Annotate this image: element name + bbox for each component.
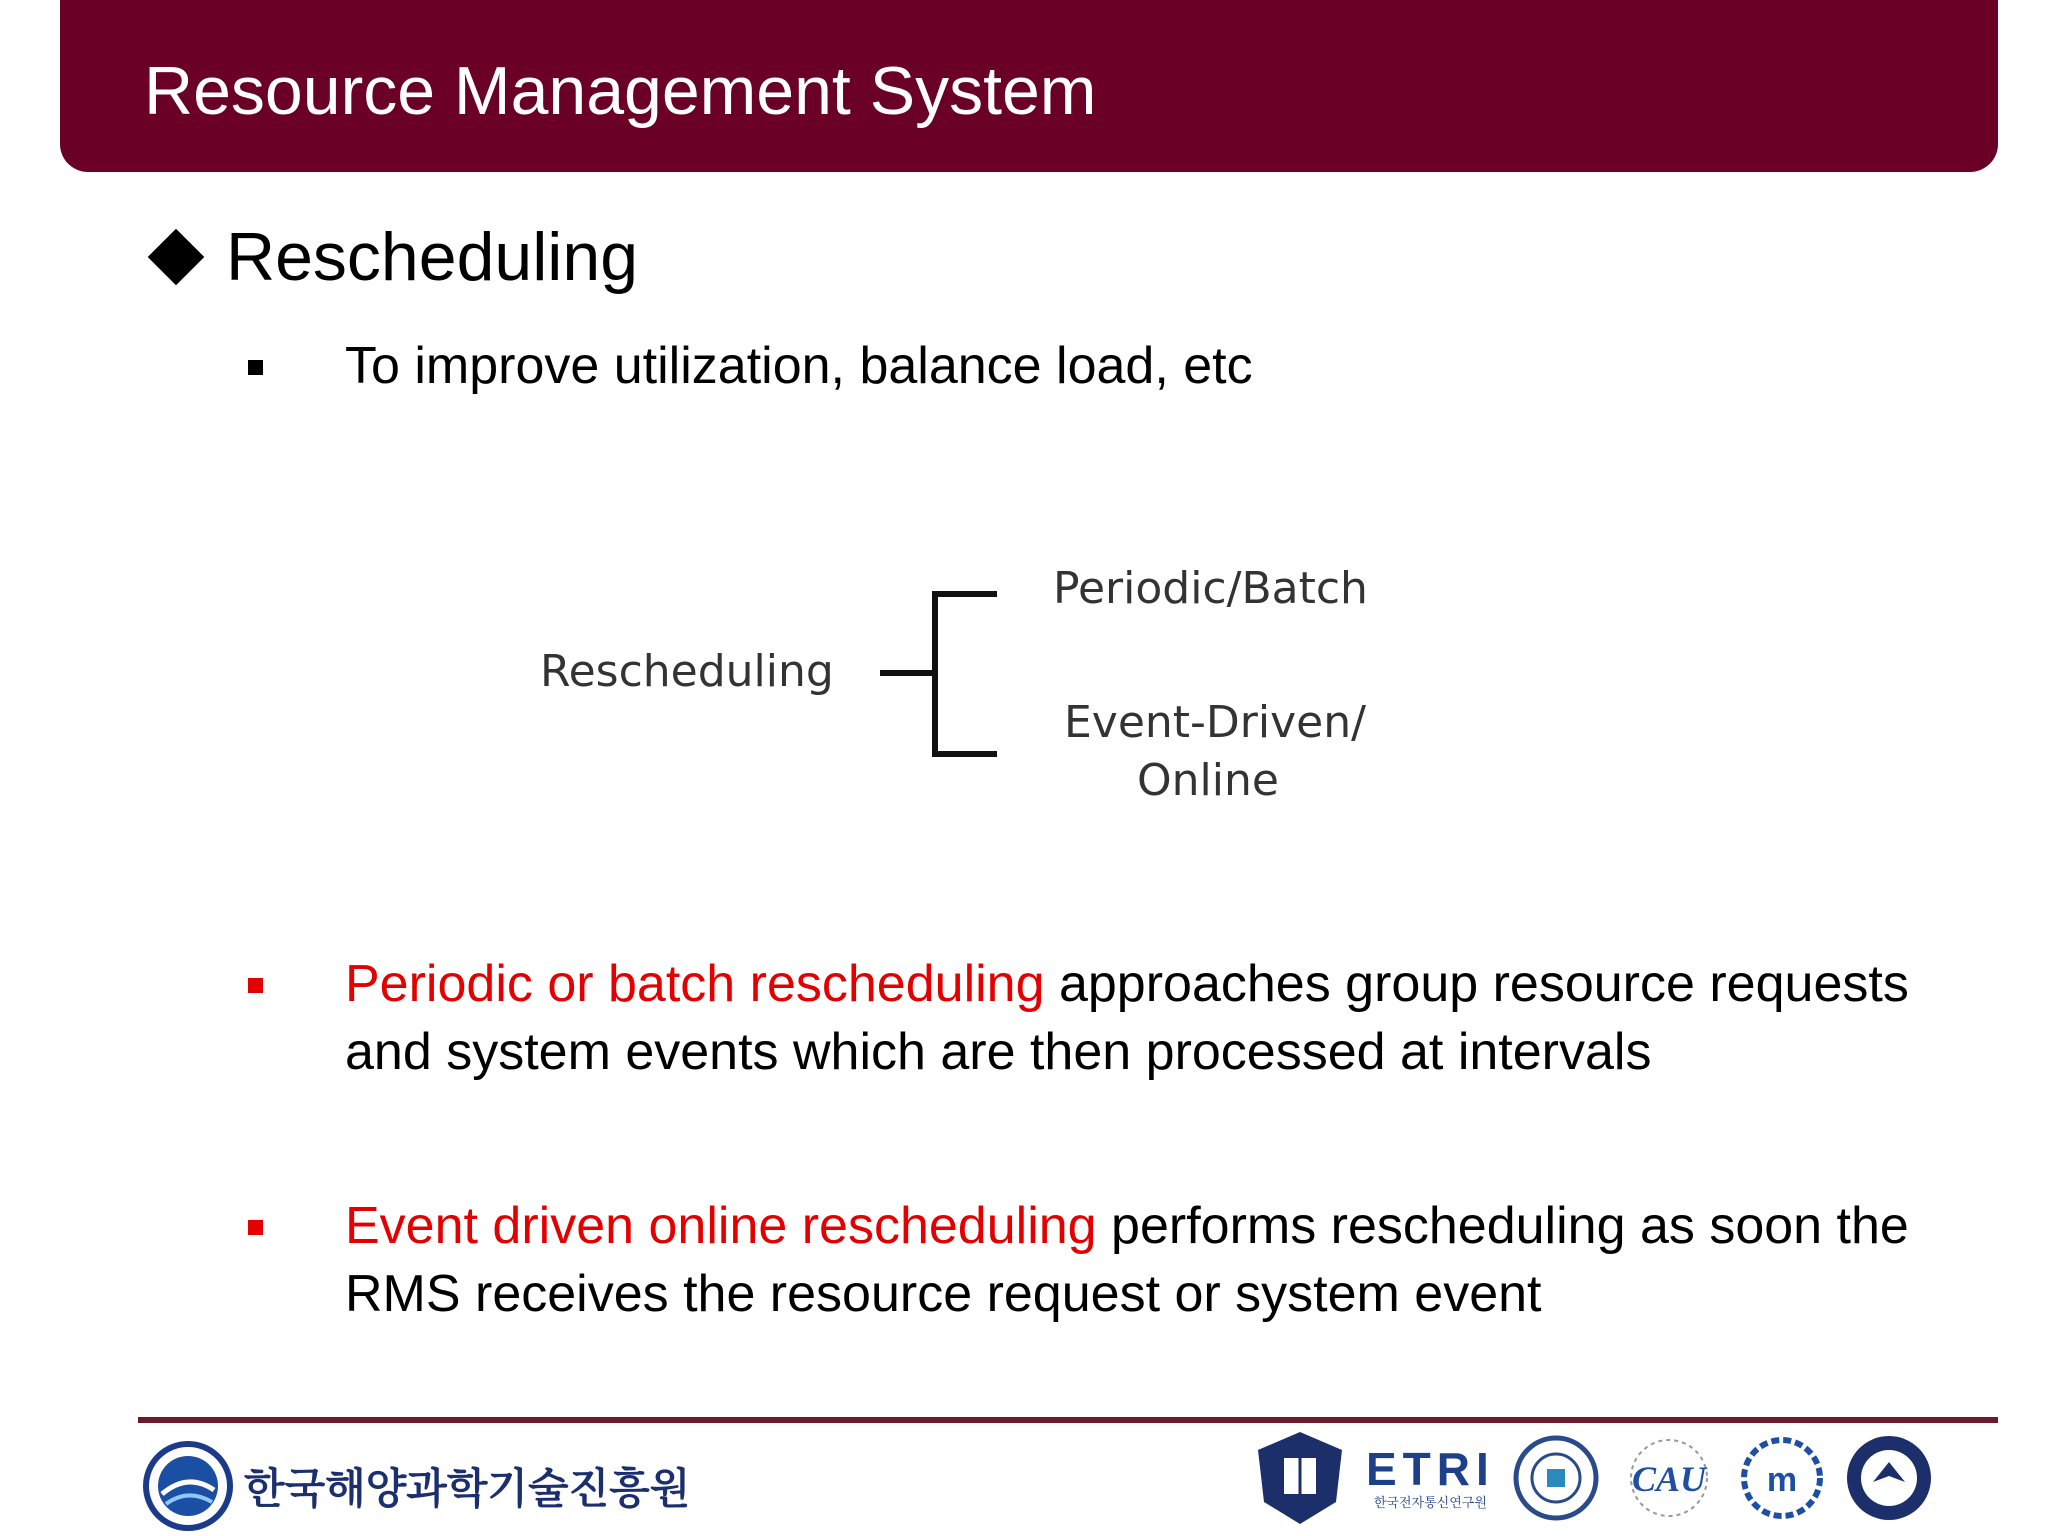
etri-subtext: 한국전자통신연구원 bbox=[1373, 1494, 1487, 1510]
cau-logo-icon bbox=[1617, 1433, 1721, 1523]
diagram-branch-bottom-label-1: Event-Driven/ bbox=[1064, 697, 1366, 748]
cau-text: CAU bbox=[1631, 1459, 1706, 1499]
rescheduling-diagram bbox=[540, 540, 1400, 820]
slide-title: Resource Management System bbox=[144, 53, 1097, 129]
diagram-branch-top-label: Periodic/Batch bbox=[1053, 563, 1368, 614]
periodic-rest: approaches group resource requests and system events which are then processed at intervals bbox=[345, 955, 1909, 1081]
bullet-intro bbox=[248, 332, 1253, 400]
bullet-event bbox=[248, 1192, 2005, 1328]
diamond-bullet-icon bbox=[148, 229, 205, 286]
kiost-emblem-icon bbox=[142, 1440, 234, 1532]
bullet-event-text bbox=[345, 1192, 2005, 1328]
aerospace-univ-logo-icon bbox=[1843, 1432, 1935, 1524]
seal-logo-icon bbox=[1511, 1433, 1601, 1523]
periodic-highlight: Periodic or batch rescheduling bbox=[345, 955, 1045, 1013]
diagram-root-label: Rescheduling bbox=[540, 646, 834, 697]
diagram-bracket-path bbox=[935, 594, 997, 754]
kiost-name: 한국해양과학기술진흥원 bbox=[244, 1464, 691, 1513]
event-highlight: Event driven online rescheduling bbox=[345, 1197, 1097, 1255]
kiost-logo bbox=[142, 1440, 690, 1532]
mm-text: m bbox=[1766, 1461, 1797, 1499]
square-bullet-icon bbox=[248, 1220, 263, 1235]
section-heading bbox=[148, 218, 638, 296]
section-heading-text: Rescheduling bbox=[226, 219, 639, 295]
etri-logo bbox=[1366, 1442, 1495, 1511]
footer-divider bbox=[138, 1417, 1998, 1423]
square-bullet-icon bbox=[248, 978, 263, 993]
partner-logos bbox=[1250, 1428, 1935, 1528]
square-bullet-icon bbox=[248, 360, 263, 375]
slide-header-bar bbox=[60, 0, 1998, 172]
diagram-branch-bottom-label-2: Online bbox=[1137, 755, 1279, 806]
laurel-logo-icon bbox=[1737, 1433, 1827, 1523]
university-crest-icon bbox=[1250, 1428, 1350, 1528]
event-rest: performs rescheduling as soon the RMS receives the resource request or system event bbox=[345, 1197, 1909, 1323]
etri-text: ETRI bbox=[1366, 1442, 1495, 1495]
bullet-intro-text: To improve utilization, balance load, etc bbox=[345, 337, 1253, 395]
bullet-periodic-text bbox=[345, 950, 2005, 1086]
bullet-periodic bbox=[248, 950, 2005, 1086]
